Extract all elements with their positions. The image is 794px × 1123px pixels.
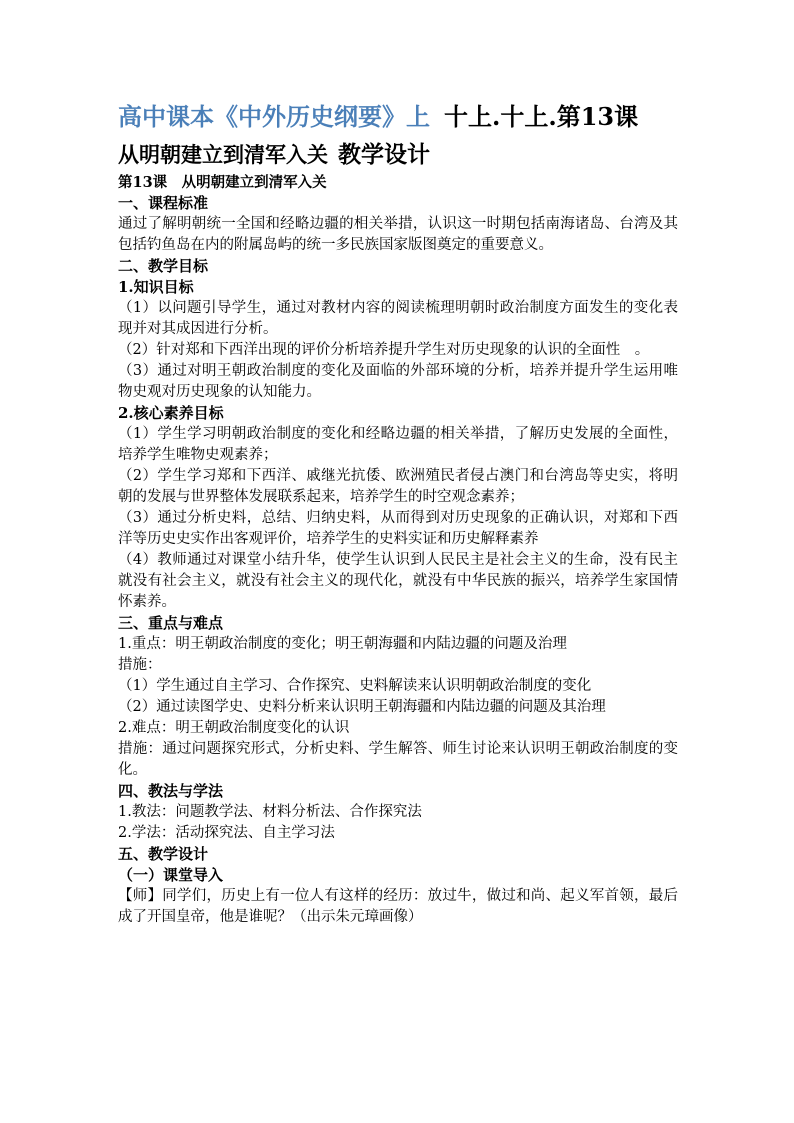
document-title xyxy=(118,100,678,134)
paragraph: （2）学生学习郑和下西洋、戚继光抗倭、欧洲殖民者侵占澳门和台湾岛等史实，将明朝的发展与世界整体发展联系起来，培养学生的时空观念素养； xyxy=(118,468,678,505)
subsection-heading: 2.核心素养目标 xyxy=(118,404,224,422)
subsection-heading: （一）课堂导入 xyxy=(118,866,224,884)
title-black-part: 十上.十上.第13课 xyxy=(444,102,639,131)
paragraph: 2.难点：明王朝政治制度变化的认识 xyxy=(118,720,350,736)
section-heading: 一、课程标准 xyxy=(118,194,209,212)
section-heading: 四、教法与学法 xyxy=(118,782,224,800)
paragraph: （3）通过分析史料，总结、归纳史料，从而得到对历史现象的正确认识，对郑和下西洋等历史史实作出客观评价，培养学生的史料实证和历史解释素养 xyxy=(118,510,678,547)
paragraph: 措施：通过问题探究形式，分析史料、学生解答、师生讨论来认识明王朝政治制度的变化。 xyxy=(118,741,678,778)
paragraph: 1.教法：问题教学法、材料分析法、合作探究法 xyxy=(118,804,422,820)
subtitle-topic: 从明朝建立到清军入关 xyxy=(118,142,328,167)
document-subtitle xyxy=(118,140,678,170)
section-heading: 五、教学设计 xyxy=(118,845,209,863)
subsection-heading: 1.知识目标 xyxy=(118,278,194,296)
paragraph: （1）学生通过自主学习、合作探究、史料解读来认识明朝政治制度的变化 xyxy=(118,678,592,694)
section-heading: 二、教学目标 xyxy=(118,257,209,275)
lesson-title: 第13课 从明朝建立到清军入关 xyxy=(118,174,327,191)
document-page xyxy=(118,100,678,928)
section-heading: 三、重点与难点 xyxy=(118,614,224,632)
paragraph: （1）以问题引导学生，通过对教材内容的阅读梳理明朝时政治制度方面发生的变化表现并对其成因进行分析。 xyxy=(118,300,678,337)
paragraph: （2）针对郑和下西洋出现的评价分析培养提升学生对历史现象的认识的全面性 。 xyxy=(118,342,650,358)
paragraph: （3）通过对明王朝政治制度的变化及面临的外部环境的分析，培养并提升学生运用唯物史观对历史现象的认知能力。 xyxy=(118,363,678,400)
paragraph: （2）通过读图学史、史料分析来认识明王朝海疆和内陆边疆的问题及其治理 xyxy=(118,699,606,715)
subtitle-design: 教学设计 xyxy=(338,141,430,168)
paragraph: （4）教师通过对课堂小结升华，使学生认识到人民民主是社会主义的生命，没有民主就没有社会主义，就没有社会主义的现代化，就没有中华民族的振兴，培养学生家国情怀素养。 xyxy=(118,552,678,610)
document-body xyxy=(118,193,678,928)
paragraph: （1）学生学习明朝政治制度的变化和经略边疆的相关举措，了解历史发展的全面性，培养学生唯物史观素养； xyxy=(118,426,678,463)
paragraph: 通过了解明朝统一全国和经略边疆的相关举措，认识这一时期包括南海诸岛、台湾及其包括钓鱼岛在内的附属岛屿的统一多民族国家版图奠定的重要意义。 xyxy=(118,216,678,253)
paragraph: 1.重点：明王朝政治制度的变化；明王朝海疆和内陆边疆的问题及治理 xyxy=(118,636,567,652)
paragraph: 【师】同学们，历史上有一位人有这样的经历：放过牛，做过和尚、起义军首领，最后成了开国皇帝，他是谁呢？（出示朱元璋画像） xyxy=(118,888,678,925)
paragraph: 2.学法：活动探究法、自主学习法 xyxy=(118,825,335,841)
title-blue-part: 高中课本《中外历史纲要》上 xyxy=(118,102,430,131)
paragraph: 措施： xyxy=(118,657,162,673)
